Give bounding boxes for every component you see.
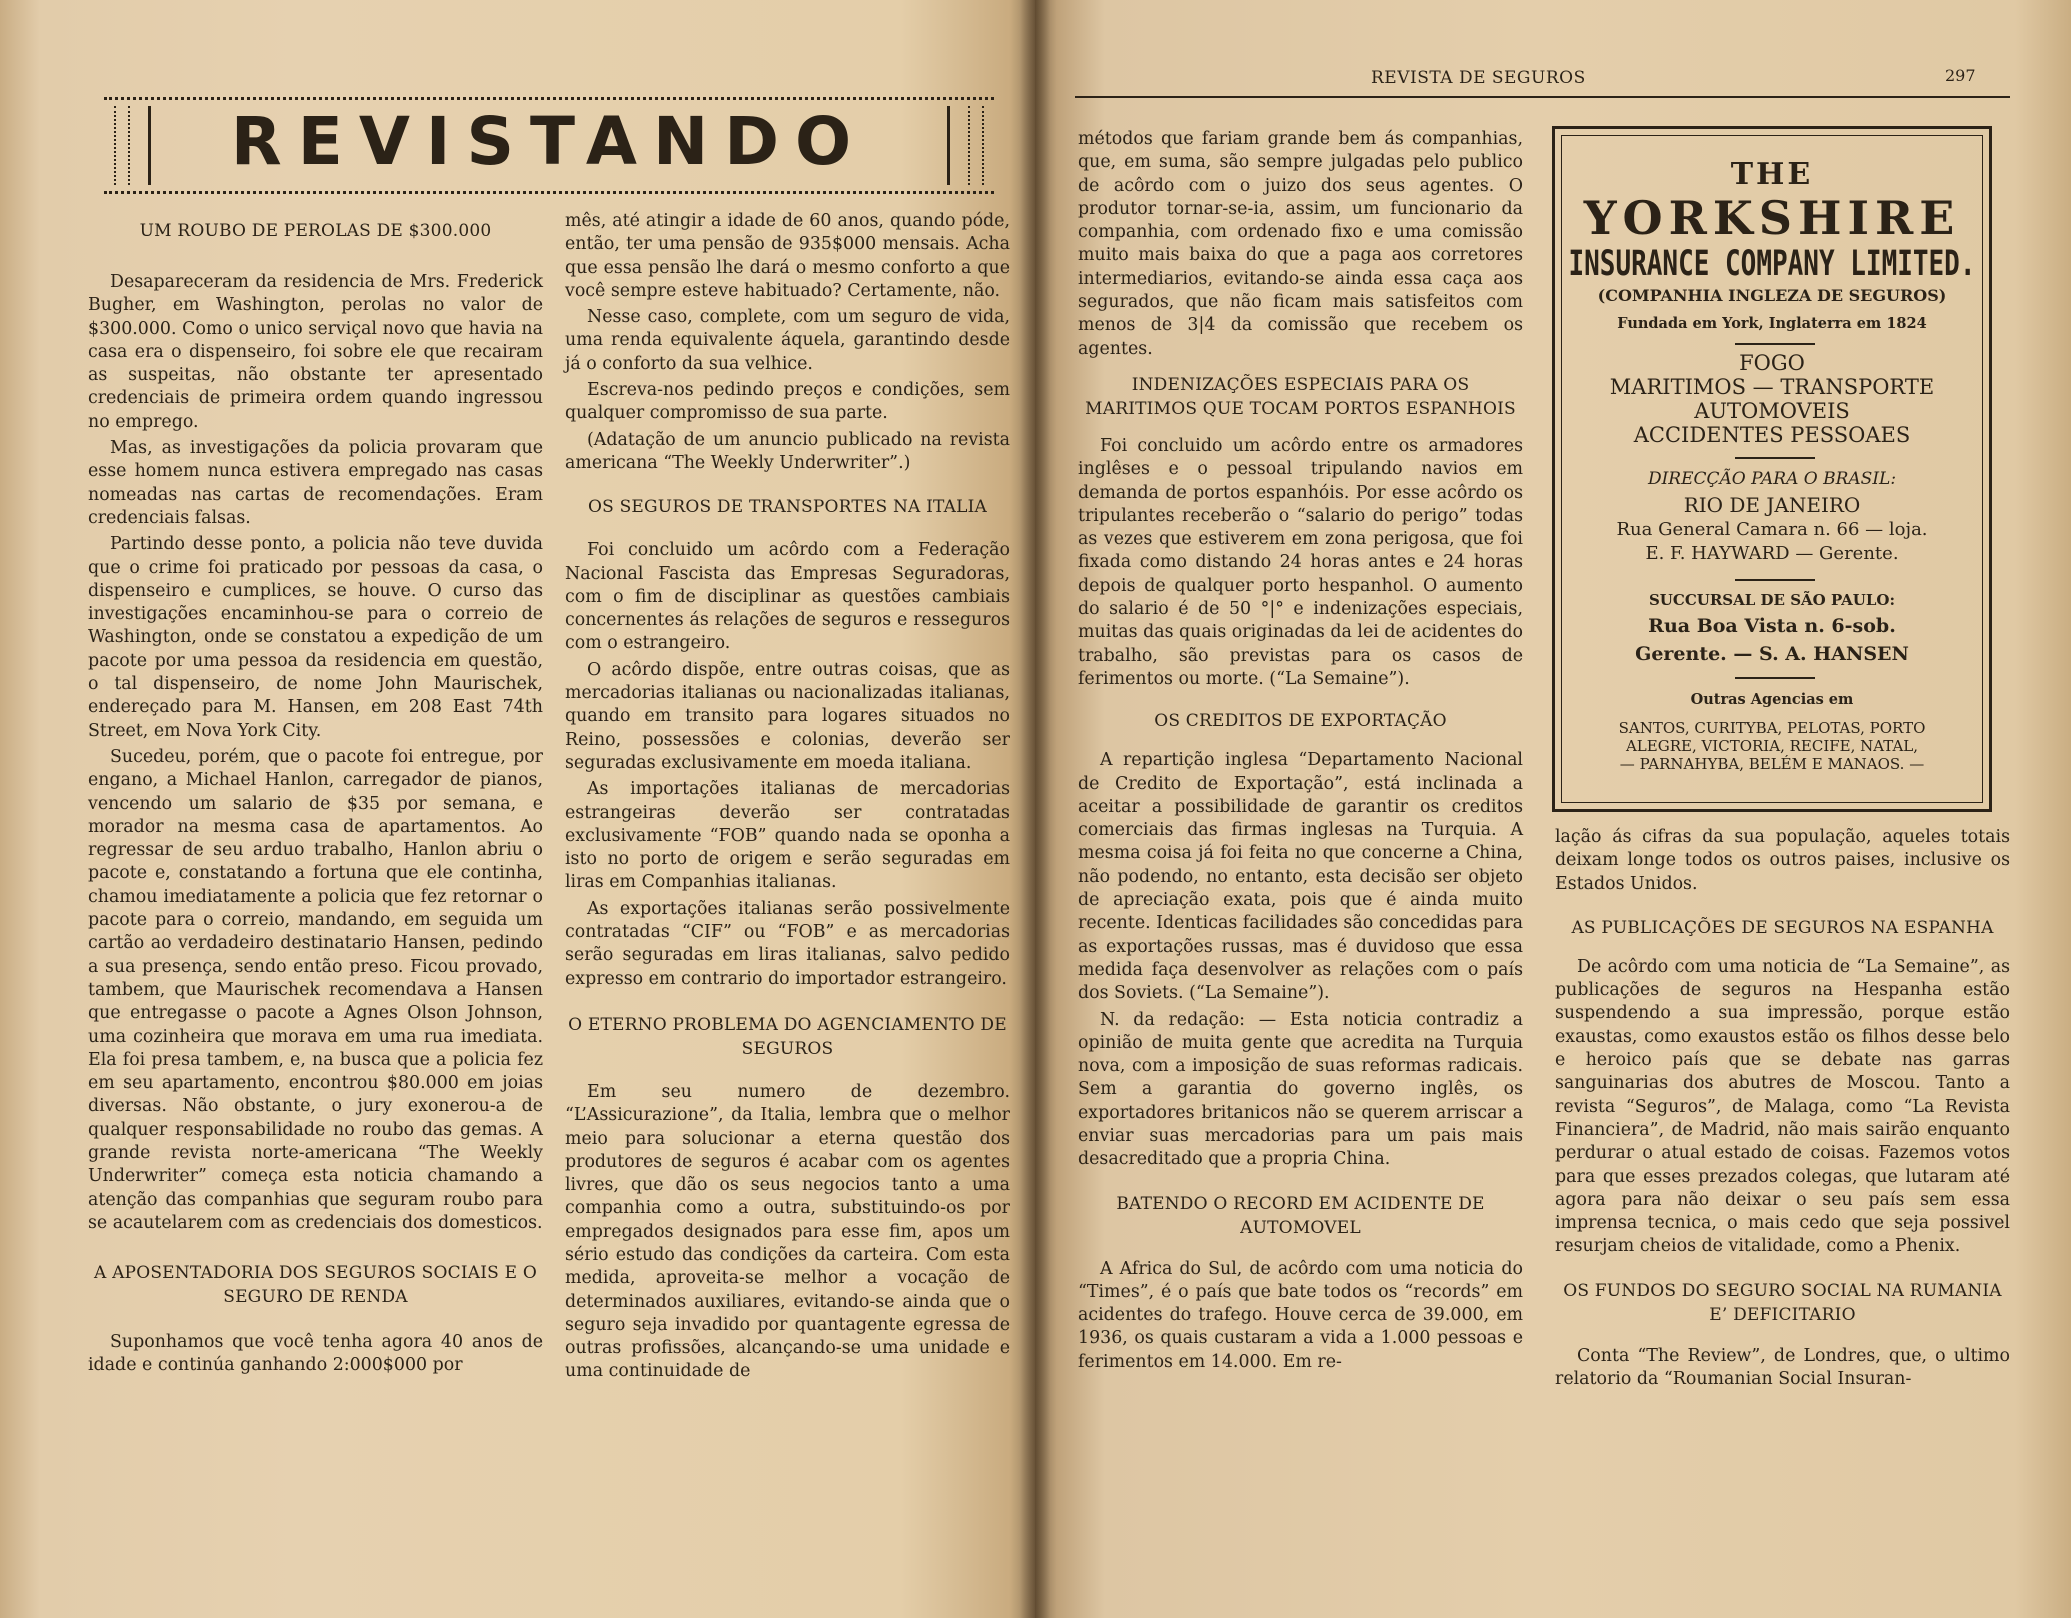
paragraph: Em seu numero de dezembro. “L’Assicurazione”, da Italia, lembra que o melhor meio para solucionar a eterna questão dos produtores de seguros é acabar com os agentes livres, que dão os seus negocios tanto a uma companhia como a outra, substituindo-os por empregados designados para esse fim, apos um sério estudo das condições da carteira. Com esta medida, aproveita-se melhor a vocação de determinados auxiliares, evitando-se ainda que o seguro seja invadido por quantagente egressa de outras profissões, alcançando-se uma unidade e uma continuidade de [565, 1081, 1010, 1382]
heading-export-credits: OS CREDITOS DE EXPORTAÇÃO [1154, 711, 1447, 732]
ad-sp-manager: Gerente. — S. A. HANSEN [1635, 643, 1909, 665]
paragraph: Foi concluido um acôrdo entre os armadores inglêses e o pessoal tripulando navios em demanda de portos espanhóis. Por esse acôrdo os tripulantes receberão o “salario do perigo” todas as vezes que estiverem em zona perigosa, que foi fixada como distando 24 horas antes e 24 horas depois de qualquer porto hespanhol. O aumento do salario é de 50 °|° e indenizações especiais, muitas das quais originadas da lei de acidentes do trabalho, são previstas para os casos de ferimentos ou morte. (“La Semaine”). [1078, 435, 1523, 689]
ad-divider [1735, 579, 1815, 581]
column-3 [1078, 128, 1523, 1377]
running-header-title: REVISTA DE SEGUROS [1371, 68, 1586, 88]
paragraph: Foi concluido um acôrdo com a Federação Nacional Fascista das Empresas Seguradoras, com o fim de disciplinar as questões cambiais concernentes ás relações de seguros e resseguros com o estrangeiro. [565, 540, 1010, 654]
heading-pension: A APOSENTADORIA DOS SEGUROS SOCIAIS E O SEGURO DE RENDA [94, 1263, 537, 1308]
paragraph: A repartição inglesa “Departamento Nacional de Credito de Exportação”, está inclinada a aceitar a possibilidade de garantir os creditos comerciais das firmas inglesas na Turquia. A mesma coisa já foi feita no que concerne a China, não podendo, no entanto, esta decisão ser objeto de apreciação exata, pois que é ainda muito recente. Identicas facilidades são concedidas para as exportações russas, mas é duvidoso que essa medida faça desenvolver as relações com o país dos Soviets. (“La Semaine”). [1078, 750, 1523, 1004]
paragraph: Escreva-nos pedindo preços e condições, sem qualquer compromisso de sua parte. [565, 380, 1010, 424]
ad-address: Rua General Camara n. 66 — loja. [1616, 519, 1928, 540]
ad-line-accidentes: ACCIDENTES PESSOAES [1633, 423, 1911, 447]
yorkshire-insurance-advertisement [1552, 126, 1992, 812]
paragraph: De acôrdo com uma noticia de “La Semaine”, as publicações de seguros na Hespanha estão suspendendo a sua impressão, porque estão exaustas, como exaustos estão os filhos desse belo e heroico país que se debate nas garras sanguinarias dos abutres de Moscou. Tanto a revista “Seguros”, de Malaga, como “La Revista Financiera”, de Madrid, não mais sairão enquanto perdurar o atual estado de coisas. Fazemos votos para que esses prezados colegas, que lutaram até agora para não deixar o seu país sem essa imprensa tecnica, o mais cedo que seja possivel resurjam cheios de vitalidade, como a Phenix. [1555, 956, 2010, 1257]
column-4 [1555, 826, 2010, 1394]
ad-company: INSURANCE COMPANY LIMITED. [1568, 243, 1976, 285]
ad-succursal: SUCCURSAL DE SÃO PAULO: [1648, 591, 1896, 609]
paragraph: mês, até atingir a idade de 60 anos, quando póde, então, ter uma pensão de 935$000 mensais. Acha que essa pensão lhe dará o mesmo conforto a que você sempre esteve habituado? Certamente, não. [565, 211, 1010, 301]
ad-other-1: SANTOS, CURITYBA, PELOTAS, PORTO [1618, 719, 1926, 737]
masthead-frame [104, 97, 994, 194]
ad-divider [1735, 677, 1815, 679]
ad-line-maritimos: MARITIMOS — TRANSPORTE [1609, 375, 1935, 399]
ad-line-fogo: FOGO [1739, 351, 1805, 375]
column-2 [565, 210, 1010, 1387]
paragraph: As exportações italianas serão possivelmente contratadas “CIF” ou “FOB” e as mercadorias serão seguradas em liras italianas, salvo pedido expresso em contrario do importador estrangeiro. [565, 898, 1010, 989]
heading-italy-transport: OS SEGUROS DE TRANSPORTES NA ITALIA [587, 497, 988, 518]
page-number: 297 [1945, 66, 1976, 85]
ad-line-automoveis: AUTOMOVEIS [1694, 399, 1850, 423]
paragraph: Desapareceram da residencia de Mrs. Frederick Bugher, em Washington, perolas no valor de $300.000. Como o unico serviçal novo que havia na casa era o dispenseiro, foi sobre ele que recairam as suspeitas, não obstante ter apresentado credenciais de primeira ordem quando ingressou no emprego. [88, 272, 543, 432]
left-page [0, 0, 1035, 1618]
paragraph: Partindo desse ponto, a policia não teve duvida que o crime foi praticado por pessoas da casa, o dispenseiro e cumplices, se houve. O curso das investigações encaminhou-se para o correio de Washington, onde se constatou a expedição de um pacote por uma pessoa da residencia em questão, o tal dispenseiro, de nome John Maurischek, endereçado para M. Hansen, em 208 East 74th Street, em Nova York City. [88, 534, 543, 741]
paragraph: Suponhamos que você tenha agora 40 anos de idade e continúa ganhando 2:000$000 por [88, 1332, 543, 1376]
paragraph: Nesse caso, complete, com um seguro de vida, uma renda equivalente áquela, garantindo desde já o conforto da sua velhice. [565, 307, 1010, 374]
heading-spain-publications: AS PUBLICAÇÕES DE SEGUROS NA ESPANHA [1571, 917, 1994, 938]
ad-divider [1735, 457, 1815, 459]
ad-manager: E. F. HAYWARD — Gerente. [1645, 543, 1899, 564]
ad-subtitle: (COMPANHIA INGLEZA DE SEGUROS) [1597, 286, 1947, 305]
ad-founded: Fundada em York, Inglaterra em 1824 [1617, 315, 1927, 332]
ad-rio: RIO DE JANEIRO [1683, 493, 1861, 517]
paragraph: Mas, as investigações da policia provaram que esse homem nunca estivera empregado nas casas nomeadas nas cartas de recomendações. Eram credenciais falsas. [88, 438, 543, 528]
paragraph: métodos que fariam grande bem ás companhias, que, em suma, são sempre julgadas pelo publico de acôrdo com o juizo dos seus agentes. O produtor tornar-se-ia, assim, um funcionario da companhia, com ordenado fixo e uma comissão muito mais baixa do que a paga aos corretores intermediarios, evitando-se ainda essa caça aos segurados, que não ficam mais satisfeitos com menos de 3|4 da comissão que recebem os agentes. [1078, 129, 1523, 359]
heading-pearl-robbery: UM ROUBO DE PEROLAS DE $300.000 [139, 221, 492, 241]
ad-other-2: ALEGRE, VICTORIA, RECIFE, NATAL, [1625, 737, 1919, 755]
ad-sp-address: Rua Boa Vista n. 6-sob. [1648, 615, 1896, 637]
paragraph: Sucedeu, porém, que o pacote foi entregue, por engano, a Michael Hanlon, carregador de pianos, vencendo um salario de $35 por semana, e morador na mesma casa de apartamentos. Ao regressar de seu arduo trabalho, Hanlon abriu o pacote e, constatando a fortuna que ele continha, chamou imediatamente a policia que fez retornar o pacote para o correio, mandando, em seguida um cartão ao verdadeiro destinatario Hansen, pedindo a sua presença, sendo então preso. Ficou provado, tambem, que Maurischek recomendava a Hansen que entregasse o pacote a Agnes Olson Johnson, uma cozinheira que morava em uma rua imediata. Ela foi presa tambem, e, na busca que a policia fez em seu apartamento, encontrou $80.000 em joias diversas. Não obstante, o jury exonerou-a de qualquer responsabilidade no roubo das gemas. A grande revista norte-americana “The Weekly Underwriter” começa esta noticia chamando a atenção das companhias que seguram roubo para se acautelarem com as credenciais dos domesticos. [88, 746, 543, 1233]
heading-agency-problem: O ETERNO PROBLEMA DO AGENCIAMENTO DE SEGUROS [568, 1014, 1007, 1059]
paragraph: O acôrdo dispõe, entre outras coisas, que as mercadorias italianas ou nacionalizadas italianas, quando em transito para logares situados no Reino, possessões e colonias, deverão ser seguradas exclusivamente em moeda italiana. [565, 659, 1010, 773]
heading-auto-accident-record: BATENDO O RECORD EM ACIDENTE DE AUTOMOVEL [1116, 1193, 1485, 1238]
heading-romania-social-funds: OS FUNDOS DO SEGURO SOCIAL NA RUMANIA E’ DEFICITARIO [1563, 1280, 2002, 1325]
paragraph: A Africa do Sul, de acôrdo com uma noticia do “Times”, é o país que bate todos os “records” em acidentes do trafego. Houve cerca de 39.000, em 1936, os quais custaram a vida a 1.000 pessoas e ferimentos em 14.000. Em re- [1078, 1258, 1523, 1372]
paragraph: N. da redação: — Esta noticia contradiz a opinião de muita gente que acredita na Turquia nova, com a imposição de suas reformas radicais. Sem a garantia do governo inglês, os exportadores britanicos não se querem arriscar a enviar suas mercadorias para um pais mais desacreditado que a propria China. [1078, 1009, 1523, 1170]
heading-maritime-indemnities: INDENIZAÇÕES ESPECIAIS PARA OS MARITIMOS QUE TOCAM PORTOS ESPANHOIS [1085, 374, 1516, 419]
paragraph: As importações italianas de mercadorias estrangeiras deverão ser contratadas exclusivamente “FOB” quando nada se oponha a isto no porto de origem e serão seguradas em liras em Companhias italianas. [565, 779, 1010, 893]
paragraph: lação ás cifras da sua população, aqueles totais deixam longe todos os outros paises, inclusive os Estados Unidos. [1555, 827, 2010, 894]
ad-divider [1735, 343, 1815, 345]
ad-other-title: Outras Agencias em [1690, 691, 1854, 708]
book-gutter-shadow [1020, 0, 1050, 1618]
masthead-title: REVISTANDO [230, 103, 868, 180]
paragraph: Conta “The Review”, de Londres, que, o ultimo relatorio da “Roumanian Social Insuran- [1555, 1345, 2010, 1390]
ad-other-3: — PARNAHYBA, BELÉM E MANAOS. — [1619, 755, 1925, 773]
ad-direccao: DIRECÇÃO PARA O BRASIL: [1647, 469, 1897, 489]
paragraph: (Adatação de um anuncio publicado na revista americana “The Weekly Underwriter”.) [565, 429, 1010, 473]
ad-the: THE [1730, 157, 1814, 192]
column-1 [88, 219, 543, 1381]
ad-yorkshire: YORKSHIRE [1583, 191, 1961, 245]
header-rule [1075, 96, 2010, 98]
